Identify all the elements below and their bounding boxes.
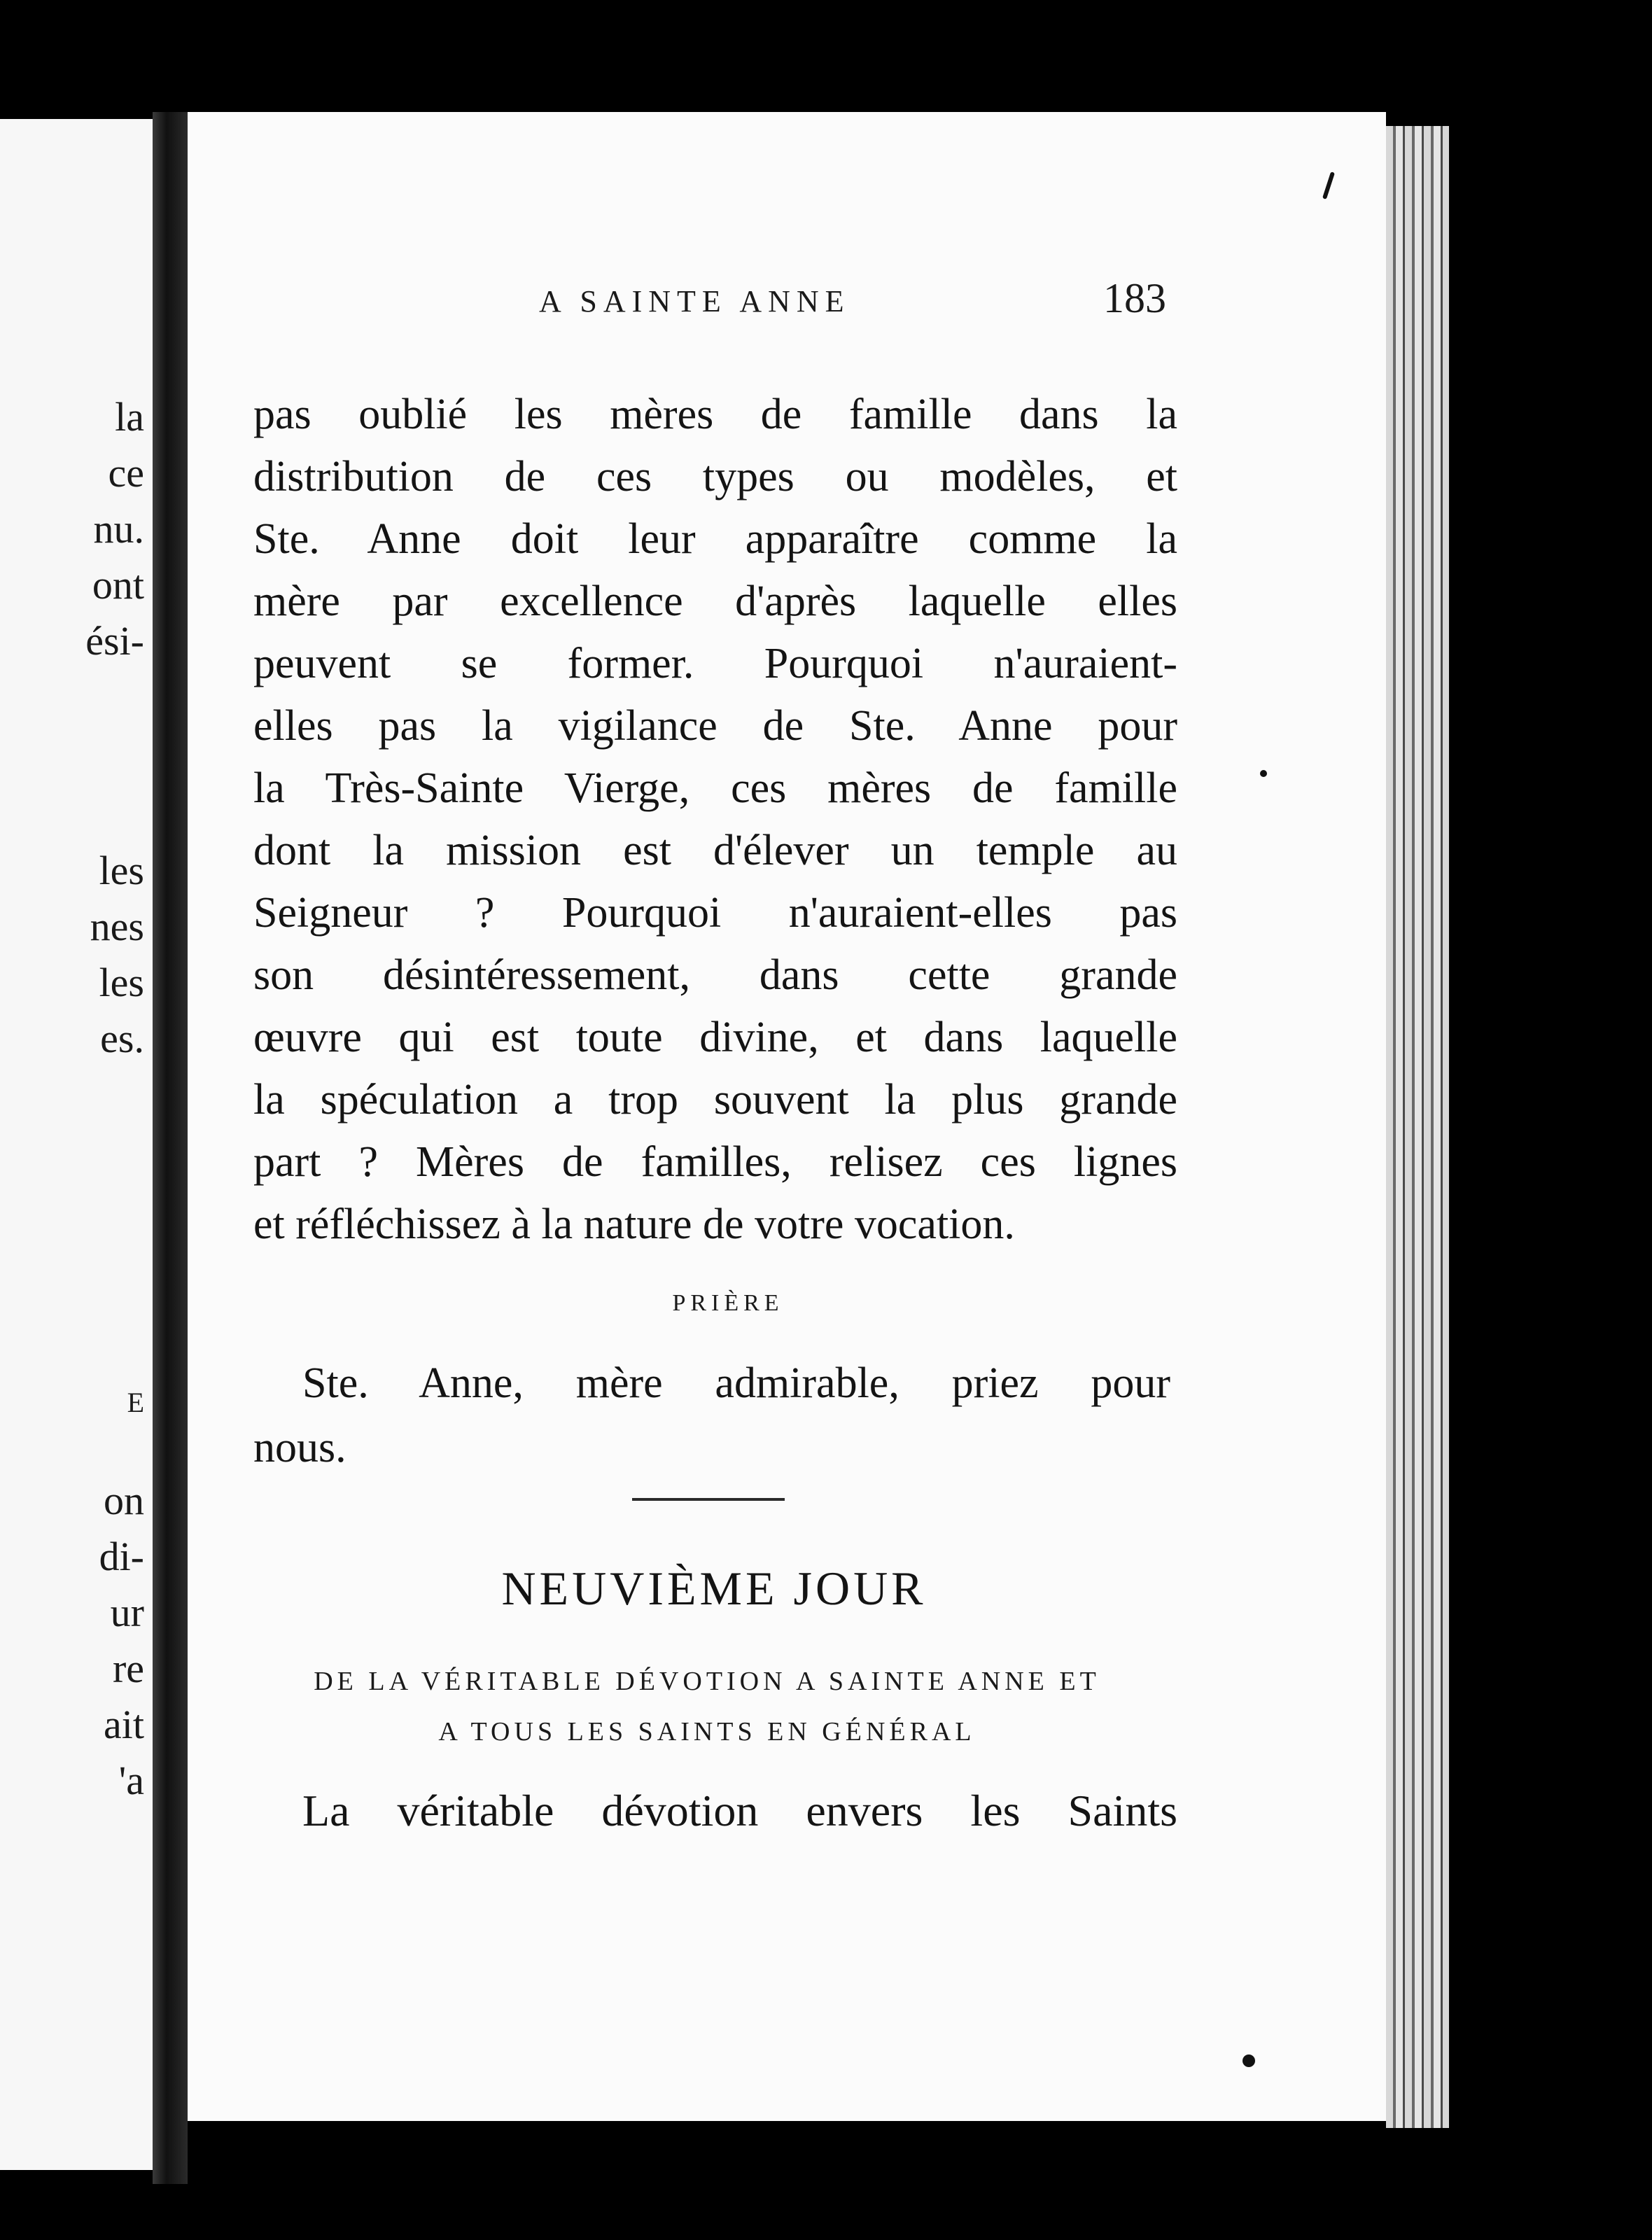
book-gutter <box>153 112 188 2184</box>
left-page-fragment: nes <box>90 904 144 949</box>
text-line: œuvre qui est toute divine, et dans laquelle <box>253 1014 1177 1061</box>
text-line: part ? Mères de familles, relisez ces lignes <box>253 1138 1177 1186</box>
left-page-fragment: ait <box>104 1702 144 1747</box>
page-number: 183 <box>1103 275 1166 321</box>
left-page-fragment: ont <box>92 562 144 608</box>
left-page-fragment: E <box>127 1387 144 1418</box>
page-edges <box>1386 126 1449 2128</box>
left-page-fragment: on <box>104 1478 144 1523</box>
text-line: et réfléchissez à la nature de votre vocation. <box>253 1200 1015 1248</box>
text-line: Ste. Anne doit leur apparaître comme la <box>253 515 1177 563</box>
left-page-fragment: les <box>99 960 144 1005</box>
ink-speck <box>1242 2054 1255 2067</box>
body-text <box>253 384 1177 1256</box>
left-page-fragment: 'a <box>118 1758 144 1803</box>
section-divider <box>632 1498 785 1501</box>
left-page-fragment: ési- <box>85 618 144 664</box>
left-page-fragment: les <box>99 848 144 893</box>
text-line: distribution de ces types ou modèles, et <box>253 453 1177 500</box>
text-line: son désintéressement, dans cette grande <box>253 951 1177 999</box>
left-page-fragment: ur <box>110 1590 144 1635</box>
left-facing-page <box>0 119 153 2170</box>
left-page-fragment: di- <box>99 1534 144 1579</box>
running-title: A SAINTE ANNE <box>539 284 850 318</box>
text-line: dont la mission est d'élever un temple au <box>253 827 1177 874</box>
left-page-fragment: ce <box>108 450 144 496</box>
text-line: Seigneur ? Pourquoi n'auraient-elles pas <box>253 889 1177 937</box>
ink-speck <box>1260 770 1267 777</box>
prayer-line: Ste. Anne, mère admirable, priez pour <box>302 1359 1170 1407</box>
chapter-subtitle: A TOUS LES SAINTS EN GÉNÉRAL <box>438 1717 976 1746</box>
chapter-subtitle: DE LA VÉRITABLE DÉVOTION A SAINTE ANNE ET <box>314 1667 1100 1696</box>
prayer-text <box>253 1351 1170 1480</box>
text-line: elles pas la vigilance de Ste. Anne pour <box>253 702 1177 750</box>
text-line: la spéculation a trop souvent la plus grande <box>253 1076 1177 1124</box>
prayer-line: nous. <box>253 1424 346 1471</box>
left-page-fragment: nu. <box>93 506 144 552</box>
chapter-first-line: La véritable dévotion envers les Saints <box>302 1786 1177 1835</box>
chapter-title: NEUVIÈME JOUR <box>501 1562 927 1615</box>
text-line: la Très-Sainte Vierge, ces mères de famille <box>253 764 1177 812</box>
left-page-fragment: la <box>115 394 144 440</box>
text-line: mère par excellence d'après laquelle elles <box>253 578 1177 625</box>
text-line: pas oublié les mères de famille dans la <box>253 391 1177 438</box>
left-page-fragment: re <box>112 1646 144 1691</box>
left-page-fragment: es. <box>100 1016 144 1061</box>
prayer-heading: PRIÈRE <box>672 1290 784 1316</box>
text-line: peuvent se former. Pourquoi n'auraient- <box>253 640 1177 687</box>
